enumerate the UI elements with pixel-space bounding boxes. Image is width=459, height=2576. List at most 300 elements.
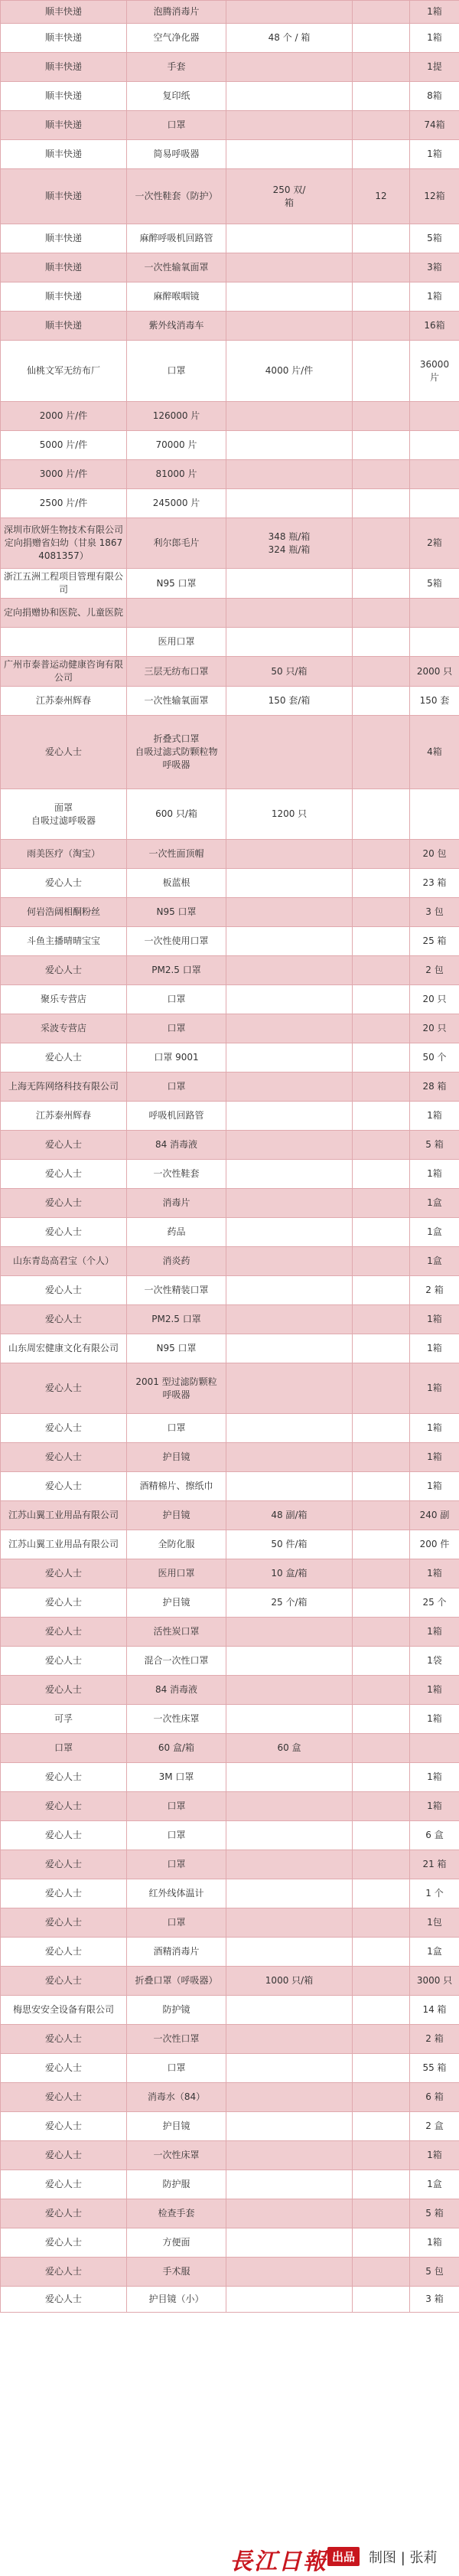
donor-cell: 爱心人士 <box>1 2170 127 2199</box>
item-cell: 护目镜 <box>127 1588 226 1618</box>
donation-table-body <box>1 1 459 2313</box>
spec-cell <box>226 869 353 898</box>
count-cell <box>353 1734 410 1763</box>
count-cell <box>353 1938 410 1967</box>
table-row <box>1 2141 459 2170</box>
quantity-cell: 50 个 <box>410 1043 459 1073</box>
item-cell: 口罩 <box>127 1014 226 1043</box>
count-cell <box>353 402 410 431</box>
count-cell <box>353 1559 410 1588</box>
donor-cell: 爱心人士 <box>1 1967 127 1996</box>
item-cell: 口罩 <box>127 1850 226 1879</box>
table-row <box>1 1276 459 1305</box>
quantity-cell <box>410 599 459 628</box>
table-row <box>1 657 459 687</box>
item-cell: 一次性口罩 <box>127 2025 226 2054</box>
donor-cell: 广州市泰普运动健康咨询有限公司 <box>1 657 127 687</box>
donor-cell: 爱心人士 <box>1 1588 127 1618</box>
donor-cell: 顺丰快递 <box>1 282 127 312</box>
donor-cell: 顺丰快递 <box>1 312 127 341</box>
table-row <box>1 956 459 985</box>
count-cell <box>353 1705 410 1734</box>
quantity-cell: 1箱 <box>410 1363 459 1414</box>
quantity-cell: 1箱 <box>410 140 459 169</box>
count-cell <box>353 869 410 898</box>
donor-cell: 爱心人士 <box>1 2199 127 2228</box>
quantity-cell: 55 箱 <box>410 2054 459 2083</box>
donor-cell: 2500 片/件 <box>1 489 127 518</box>
donor-cell: 爱心人士 <box>1 2228 127 2258</box>
donor-cell: 聚乐专营店 <box>1 985 127 1014</box>
table-row <box>1 2199 459 2228</box>
quantity-cell: 3 箱 <box>410 2287 459 2313</box>
item-cell: 口罩 <box>127 1821 226 1850</box>
count-cell <box>353 1530 410 1559</box>
donor-cell <box>1 628 127 657</box>
count-cell <box>353 431 410 460</box>
item-cell: 防护服 <box>127 2170 226 2199</box>
spec-cell <box>226 628 353 657</box>
table-row <box>1 1247 459 1276</box>
donor-cell: 爱心人士 <box>1 1676 127 1705</box>
donor-cell: 山东周宏健康文化有限公司 <box>1 1334 127 1363</box>
quantity-cell: 36000 片 <box>410 341 459 402</box>
item-cell: 防护镜 <box>127 1996 226 2025</box>
table-row <box>1 489 459 518</box>
table-row <box>1 1472 459 1501</box>
item-cell: 医用口罩 <box>127 1559 226 1588</box>
table-row <box>1 687 459 716</box>
table-row <box>1 628 459 657</box>
count-cell <box>353 2141 410 2170</box>
donor-cell: 顺丰快递 <box>1 224 127 253</box>
donor-cell: 爱心人士 <box>1 1363 127 1414</box>
item-cell: 口罩 <box>127 1073 226 1102</box>
table-row <box>1 518 459 569</box>
donor-cell: 顺丰快递 <box>1 253 127 282</box>
table-row <box>1 869 459 898</box>
spec-cell: 48 副/箱 <box>226 1501 353 1530</box>
spec-cell <box>226 1305 353 1334</box>
donor-cell: 爱心人士 <box>1 1189 127 1218</box>
table-row <box>1 2025 459 2054</box>
count-cell <box>353 460 410 489</box>
table-row <box>1 1879 459 1908</box>
item-cell: 简易呼吸器 <box>127 140 226 169</box>
spec-cell <box>226 1414 353 1443</box>
count-cell <box>353 1763 410 1792</box>
spec-cell <box>226 985 353 1014</box>
count-cell <box>353 282 410 312</box>
count-cell <box>353 111 410 140</box>
table-row <box>1 1588 459 1618</box>
quantity-cell: 1盒 <box>410 1218 459 1247</box>
item-cell: 医用口罩 <box>127 628 226 657</box>
donor-cell: 爱心人士 <box>1 1131 127 1160</box>
count-cell <box>353 840 410 869</box>
quantity-cell: 240 副 <box>410 1501 459 1530</box>
spec-cell <box>226 2112 353 2141</box>
spec-cell: 48 个 / 箱 <box>226 24 353 53</box>
table-row <box>1 1850 459 1879</box>
quantity-cell: 3箱 <box>410 253 459 282</box>
quantity-cell: 1箱 <box>410 1472 459 1501</box>
quantity-cell: 1袋 <box>410 1647 459 1676</box>
quantity-cell: 20 只 <box>410 1014 459 1043</box>
count-cell <box>353 1414 410 1443</box>
item-cell: 麻醉喉咽镜 <box>127 282 226 312</box>
quantity-cell: 1箱 <box>410 24 459 53</box>
table-row <box>1 1443 459 1472</box>
donor-cell: 顺丰快递 <box>1 111 127 140</box>
item-cell: 药品 <box>127 1218 226 1247</box>
count-cell <box>353 518 410 569</box>
spec-cell <box>226 1160 353 1189</box>
count-cell <box>353 1647 410 1676</box>
count-cell <box>353 1247 410 1276</box>
count-cell <box>353 1 410 24</box>
item-cell: 空气净化器 <box>127 24 226 53</box>
footer <box>0 2538 459 2576</box>
spec-cell <box>226 140 353 169</box>
quantity-cell: 1箱 <box>410 1305 459 1334</box>
item-cell: 一次性床罩 <box>127 1705 226 1734</box>
table-row <box>1 431 459 460</box>
count-cell <box>353 599 410 628</box>
count-cell <box>353 1879 410 1908</box>
quantity-cell: 1箱 <box>410 1618 459 1647</box>
spec-cell <box>226 2199 353 2228</box>
quantity-cell: 1 个 <box>410 1879 459 1908</box>
donor-cell: 5000 片/件 <box>1 431 127 460</box>
quantity-cell: 1盒 <box>410 1247 459 1276</box>
donor-cell: 爱心人士 <box>1 1472 127 1501</box>
donor-cell: 江苏泰州辉春 <box>1 1102 127 1131</box>
spec-cell <box>226 312 353 341</box>
item-cell: 消毒片 <box>127 1189 226 1218</box>
count-cell <box>353 569 410 599</box>
count-cell <box>353 1160 410 1189</box>
table-row <box>1 282 459 312</box>
spec-cell <box>226 2054 353 2083</box>
count-cell <box>353 789 410 840</box>
count-cell <box>353 1334 410 1363</box>
count-cell <box>353 898 410 927</box>
newspaper-logo: 長江日報 <box>230 2548 327 2575</box>
table-row <box>1 253 459 282</box>
table-row <box>1 840 459 869</box>
quantity-cell: 1箱 <box>410 1414 459 1443</box>
donor-cell: 爱心人士 <box>1 1938 127 1967</box>
spec-cell <box>226 2170 353 2199</box>
item-cell: 护目镜 <box>127 2112 226 2141</box>
count-cell <box>353 82 410 111</box>
quantity-cell: 2箱 <box>410 518 459 569</box>
count-cell <box>353 2228 410 2258</box>
donor-cell: 面罩 自吸过滤呼吸器 <box>1 789 127 840</box>
table-row <box>1 2112 459 2141</box>
count-cell <box>353 927 410 956</box>
spec-cell <box>226 1763 353 1792</box>
table-row <box>1 1821 459 1850</box>
spec-cell <box>226 402 353 431</box>
count-cell <box>353 341 410 402</box>
count-cell <box>353 2112 410 2141</box>
item-cell: 一次性输氧面罩 <box>127 687 226 716</box>
donor-cell: 爱心人士 <box>1 1443 127 1472</box>
item-cell: 酒精棉片、擦纸巾 <box>127 1472 226 1501</box>
donor-cell: 爱心人士 <box>1 1647 127 1676</box>
table-row <box>1 1996 459 2025</box>
spec-cell <box>226 1705 353 1734</box>
quantity-cell: 1箱 <box>410 1 459 24</box>
spec-cell <box>226 927 353 956</box>
table-row <box>1 111 459 140</box>
quantity-cell: 2 包 <box>410 956 459 985</box>
spec-cell <box>226 53 353 82</box>
donor-cell: 顺丰快递 <box>1 1 127 24</box>
table-row <box>1 789 459 840</box>
quantity-cell: 1盒 <box>410 2170 459 2199</box>
count-cell <box>353 253 410 282</box>
spec-cell <box>226 898 353 927</box>
quantity-cell: 3000 只 <box>410 1967 459 1996</box>
table-row <box>1 1043 459 1073</box>
item-cell: 混合一次性口罩 <box>127 1647 226 1676</box>
quantity-cell: 1提 <box>410 53 459 82</box>
quantity-cell: 1箱 <box>410 1102 459 1131</box>
donor-cell: 爱心人士 <box>1 956 127 985</box>
quantity-cell: 25 箱 <box>410 927 459 956</box>
quantity-cell: 12箱 <box>410 169 459 224</box>
table-row <box>1 1160 459 1189</box>
table-row <box>1 2170 459 2199</box>
quantity-cell: 8箱 <box>410 82 459 111</box>
quantity-cell: 5箱 <box>410 569 459 599</box>
count-cell <box>353 1443 410 1472</box>
count-cell <box>353 1189 410 1218</box>
count-cell <box>353 140 410 169</box>
item-cell: 全防化服 <box>127 1530 226 1559</box>
table-row <box>1 1073 459 1102</box>
count-cell <box>353 2054 410 2083</box>
table-row <box>1 82 459 111</box>
count-cell <box>353 312 410 341</box>
donor-cell: 3000 片/件 <box>1 460 127 489</box>
item-cell: 一次性面顶帽 <box>127 840 226 869</box>
donor-cell: 爱心人士 <box>1 1879 127 1908</box>
spec-cell <box>226 282 353 312</box>
spec-cell <box>226 1618 353 1647</box>
spec-cell: 250 双/ 箱 <box>226 169 353 224</box>
spec-cell: 25 个/箱 <box>226 1588 353 1618</box>
donor-cell: 爱心人士 <box>1 869 127 898</box>
count-cell <box>353 1014 410 1043</box>
item-cell: 一次性使用口罩 <box>127 927 226 956</box>
table-row <box>1 1792 459 1821</box>
table-row <box>1 1705 459 1734</box>
count-cell <box>353 628 410 657</box>
item-cell: 一次性鞋套（防护） <box>127 169 226 224</box>
table-row <box>1 1763 459 1792</box>
spec-cell <box>226 253 353 282</box>
table-row <box>1 2083 459 2112</box>
donor-cell: 爱心人士 <box>1 2112 127 2141</box>
item-cell: 折叠口罩（呼吸器） <box>127 1967 226 1996</box>
item-cell: 245000 片 <box>127 489 226 518</box>
spec-cell <box>226 1276 353 1305</box>
quantity-cell <box>410 402 459 431</box>
donor-cell: 斗鱼主播晴晴宝宝 <box>1 927 127 956</box>
table-row <box>1 1014 459 1043</box>
spec-cell <box>226 1676 353 1705</box>
donor-cell: 爱心人士 <box>1 1414 127 1443</box>
item-cell: 70000 片 <box>127 431 226 460</box>
item-cell: 口罩 <box>127 1792 226 1821</box>
donor-cell: 爱心人士 <box>1 1276 127 1305</box>
quantity-cell: 23 箱 <box>410 869 459 898</box>
count-cell <box>353 1850 410 1879</box>
donor-cell: 爱心人士 <box>1 2258 127 2287</box>
count-cell <box>353 1821 410 1850</box>
item-cell: 一次性输氧面罩 <box>127 253 226 282</box>
table-row <box>1 1938 459 1967</box>
count-cell <box>353 2258 410 2287</box>
item-cell: 板蓝根 <box>127 869 226 898</box>
table-row <box>1 24 459 53</box>
donor-cell: 爱心人士 <box>1 1908 127 1938</box>
spec-cell <box>226 1850 353 1879</box>
quantity-cell: 25 个 <box>410 1588 459 1618</box>
spec-cell: 4000 片/件 <box>226 341 353 402</box>
donor-cell: 江苏泰州辉春 <box>1 687 127 716</box>
table-row <box>1 1189 459 1218</box>
spec-cell <box>226 956 353 985</box>
donor-cell: 爱心人士 <box>1 1043 127 1073</box>
item-cell: 活性炭口罩 <box>127 1618 226 1647</box>
donor-cell: 江苏山翼工业用品有限公司 <box>1 1501 127 1530</box>
spec-cell <box>226 1792 353 1821</box>
spec-cell <box>226 1247 353 1276</box>
item-cell: 消毒水（84） <box>127 2083 226 2112</box>
count-cell <box>353 1501 410 1530</box>
item-cell: 60 盒/箱 <box>127 1734 226 1763</box>
table-row <box>1 460 459 489</box>
donor-cell: 何岩浩阔相酮粉丝 <box>1 898 127 927</box>
quantity-cell <box>410 460 459 489</box>
donor-cell: 仙桃文军无纺布厂 <box>1 341 127 402</box>
table-row <box>1 1501 459 1530</box>
spec-cell <box>226 1647 353 1676</box>
item-cell: 泡腾消毒片 <box>127 1 226 24</box>
quantity-cell: 6 箱 <box>410 2083 459 2112</box>
donor-cell: 2000 片/件 <box>1 402 127 431</box>
quantity-cell: 2 盒 <box>410 2112 459 2141</box>
count-cell <box>353 657 410 687</box>
item-cell: 手套 <box>127 53 226 82</box>
item-cell: 一次性精装口罩 <box>127 1276 226 1305</box>
table-row <box>1 312 459 341</box>
quantity-cell: 200 件 <box>410 1530 459 1559</box>
donor-cell: 山东青岛高君宝（个人） <box>1 1247 127 1276</box>
count-cell <box>353 1967 410 1996</box>
item-cell: 复印纸 <box>127 82 226 111</box>
donor-cell: 顺丰快递 <box>1 82 127 111</box>
spec-cell <box>226 1102 353 1131</box>
table-row <box>1 53 459 82</box>
spec-cell: 150 套/箱 <box>226 687 353 716</box>
spec-cell <box>226 1218 353 1247</box>
donor-cell: 爱心人士 <box>1 1218 127 1247</box>
spec-cell <box>226 82 353 111</box>
spec-cell <box>226 1073 353 1102</box>
spec-cell <box>226 1908 353 1938</box>
quantity-cell: 20 包 <box>410 840 459 869</box>
donor-cell: 爱心人士 <box>1 1763 127 1792</box>
quantity-cell: 1箱 <box>410 1676 459 1705</box>
item-cell: 口罩 <box>127 111 226 140</box>
count-cell <box>353 224 410 253</box>
table-row <box>1 1676 459 1705</box>
spec-cell: 50 件/箱 <box>226 1530 353 1559</box>
item-cell: 紫外线消毒车 <box>127 312 226 341</box>
item-cell: 84 消毒液 <box>127 1131 226 1160</box>
spec-cell <box>226 431 353 460</box>
table-row <box>1 1618 459 1647</box>
quantity-cell: 4箱 <box>410 716 459 789</box>
spec-cell <box>226 2258 353 2287</box>
donor-cell: 浙江五洲工程项目管理有限公司 <box>1 569 127 599</box>
count-cell <box>353 2287 410 2313</box>
table-row <box>1 402 459 431</box>
item-cell: 方便面 <box>127 2228 226 2258</box>
donor-cell: 顺丰快递 <box>1 53 127 82</box>
spec-cell <box>226 1334 353 1363</box>
spec-cell <box>226 1938 353 1967</box>
spec-cell <box>226 1131 353 1160</box>
item-cell: 呼吸机回路管 <box>127 1102 226 1131</box>
count-cell <box>353 1996 410 2025</box>
spec-cell <box>226 111 353 140</box>
quantity-cell: 1箱 <box>410 2228 459 2258</box>
quantity-cell: 3 包 <box>410 898 459 927</box>
count-cell <box>353 24 410 53</box>
item-cell: 护目镜（小） <box>127 2287 226 2313</box>
quantity-cell: 1箱 <box>410 282 459 312</box>
donor-cell: 深圳市欣妍生物技术有限公司 定向捐赠省妇幼（甘泉 18674081357） <box>1 518 127 569</box>
quantity-cell: 74箱 <box>410 111 459 140</box>
item-cell: 手术服 <box>127 2258 226 2287</box>
quantity-cell: 1箱 <box>410 1792 459 1821</box>
count-cell <box>353 2170 410 2199</box>
quantity-cell <box>410 431 459 460</box>
item-cell: PM2.5 口罩 <box>127 956 226 985</box>
quantity-cell <box>410 789 459 840</box>
table-row <box>1 1530 459 1559</box>
table-row <box>1 1131 459 1160</box>
donor-cell: 爱心人士 <box>1 2141 127 2170</box>
table-row <box>1 1363 459 1414</box>
table-row <box>1 569 459 599</box>
table-row <box>1 224 459 253</box>
count-cell <box>353 1618 410 1647</box>
donor-cell: 顺丰快递 <box>1 140 127 169</box>
item-cell: N95 口罩 <box>127 569 226 599</box>
donor-cell: 口罩 <box>1 1734 127 1763</box>
count-cell <box>353 1073 410 1102</box>
quantity-cell: 5 箱 <box>410 1131 459 1160</box>
item-cell: 折叠式口罩 自吸过滤式防颗粒物 呼吸器 <box>127 716 226 789</box>
